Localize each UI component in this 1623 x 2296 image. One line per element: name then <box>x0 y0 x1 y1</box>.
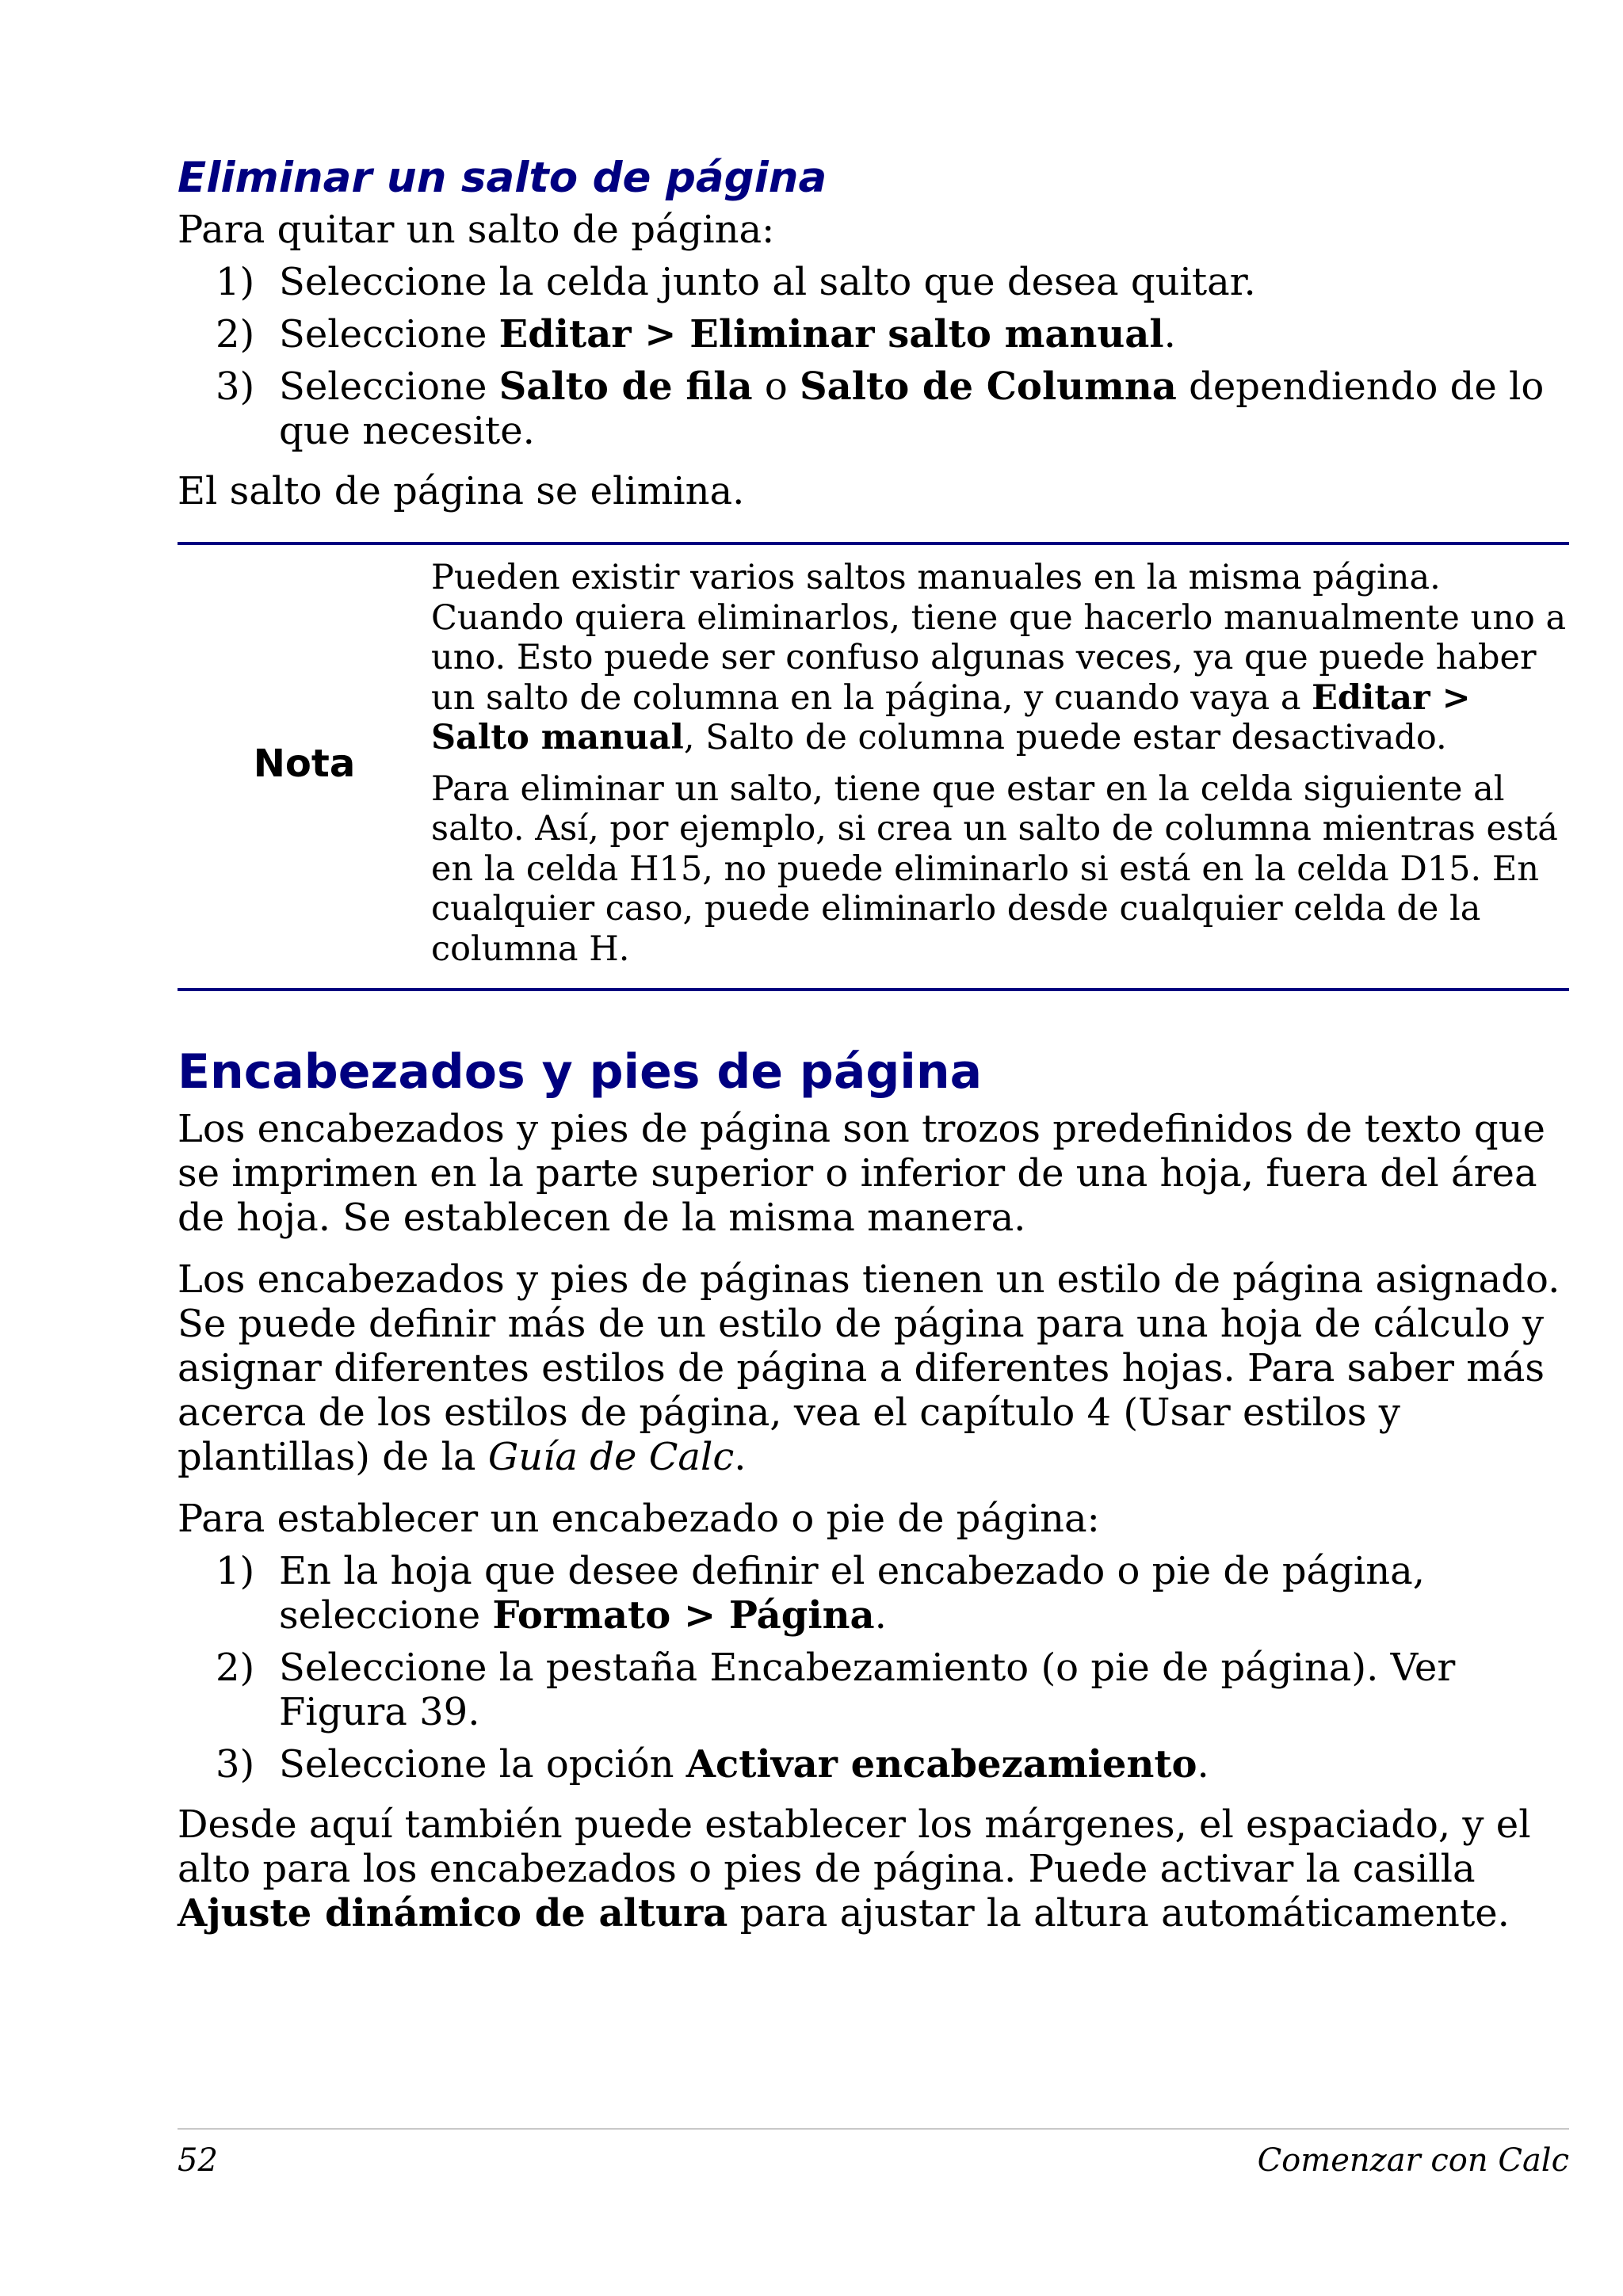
body-paragraph: Desde aquí también puede establecer los márgenes, el espaciado, y el alto para los encabezados o pies de página. Puede activar la casilla Ajuste dinámico de altura para ajustar la altura automáticamente. <box>178 1802 1531 1936</box>
note-paragraph: Pueden existir varios saltos manuales en la misma página. Cuando quiera eliminarlos, tiene que hacerlo manualmente uno a uno. Esto puede ser confuso algunas veces, ya que puede haber un salto de columna en la página, y cuando vaya a Editar > Salto manual, Salto de columna puede estar desactivado. <box>431 558 1567 757</box>
option-name: Salto de Columna <box>800 364 1177 409</box>
list-item: 3) Seleccione la opción Activar encabezamiento. <box>216 1742 1209 1787</box>
body-paragraph: Los encabezados y pies de página son trozos predefinidos de texto que se imprimen en la parte superior o inferior de una hoja, fuera del área de hoja. Se establecen de la misma manera. <box>178 1107 1545 1240</box>
list-item-number: 2) <box>216 1646 255 1690</box>
list-item-number: 1) <box>216 1549 255 1593</box>
list-item: 1) Seleccione la celda junto al salto que desea quitar. <box>216 260 1256 304</box>
menu-path: Editar > Salto manual <box>431 677 1471 757</box>
list-item-number: 1) <box>216 260 255 304</box>
menu-path: Editar > Eliminar salto manual <box>498 312 1164 357</box>
note-box <box>178 542 1569 991</box>
list-item-number: 3) <box>216 1742 255 1787</box>
option-name: Activar encabezamiento <box>685 1742 1197 1787</box>
section2-intro: Para establecer un encabezado o pie de página: <box>178 1497 1100 1541</box>
list-item-number: 2) <box>216 312 255 357</box>
book-title: Guía de Calc <box>487 1435 735 1479</box>
list-item: 3) Seleccione Salto de fila o Salto de Columna dependiendo de lo que necesite. <box>216 364 1545 453</box>
note-paragraph: Para eliminar un salto, tiene que estar en la celda siguiente al salto. Así, por ejemplo, si crea un salto de columna mientras está en la celda H15, no puede eliminarlo si está en la celda D15. En cualquier caso, puede eliminarlo desde cualquier celda de la columna H. <box>431 769 1558 969</box>
note-label: Nota <box>253 741 356 786</box>
option-name: Ajuste dinámico de altura <box>178 1891 728 1936</box>
page-footer <box>178 2128 1569 2180</box>
page-number: 52 <box>178 2142 218 2179</box>
section2-steps <box>178 1549 1569 1787</box>
section1-steps <box>178 260 1569 453</box>
menu-path: Formato > Página <box>492 1593 875 1638</box>
note-body <box>431 558 1569 969</box>
list-item: 2) Seleccione la pestaña Encabezamiento (o pie de página). Ver Figura 39. <box>216 1646 1456 1734</box>
list-item-number: 3) <box>216 364 255 409</box>
footer-book-title: Comenzar con Calc <box>1257 2142 1569 2179</box>
section1-intro: Para quitar un salto de página: <box>178 208 775 252</box>
section-heading-eliminar-salto: Eliminar un salto de página <box>178 154 827 202</box>
page-content <box>178 152 1569 1936</box>
list-item: 1) En la hoja que desee definir el encabezado o pie de página, seleccione Formato > Página. <box>216 1549 1426 1638</box>
list-item: 2) Seleccione Editar > Eliminar salto manual. <box>216 312 1176 357</box>
option-name: Salto de fila <box>498 364 753 409</box>
section1-result: El salto de página se elimina. <box>178 469 745 513</box>
body-paragraph: Los encabezados y pies de páginas tienen un estilo de página asignado. Se puede definir más de un estilo de página para una hoja de cálculo y asignar diferentes estilos de página a diferentes hojas. Para saber más acerca de los estilos de página, vea el capítulo 4 (Usar estilos y plantillas) de la Guía de Calc. <box>178 1257 1560 1479</box>
section-heading-encabezados: Encabezados y pies de página <box>178 1044 983 1100</box>
